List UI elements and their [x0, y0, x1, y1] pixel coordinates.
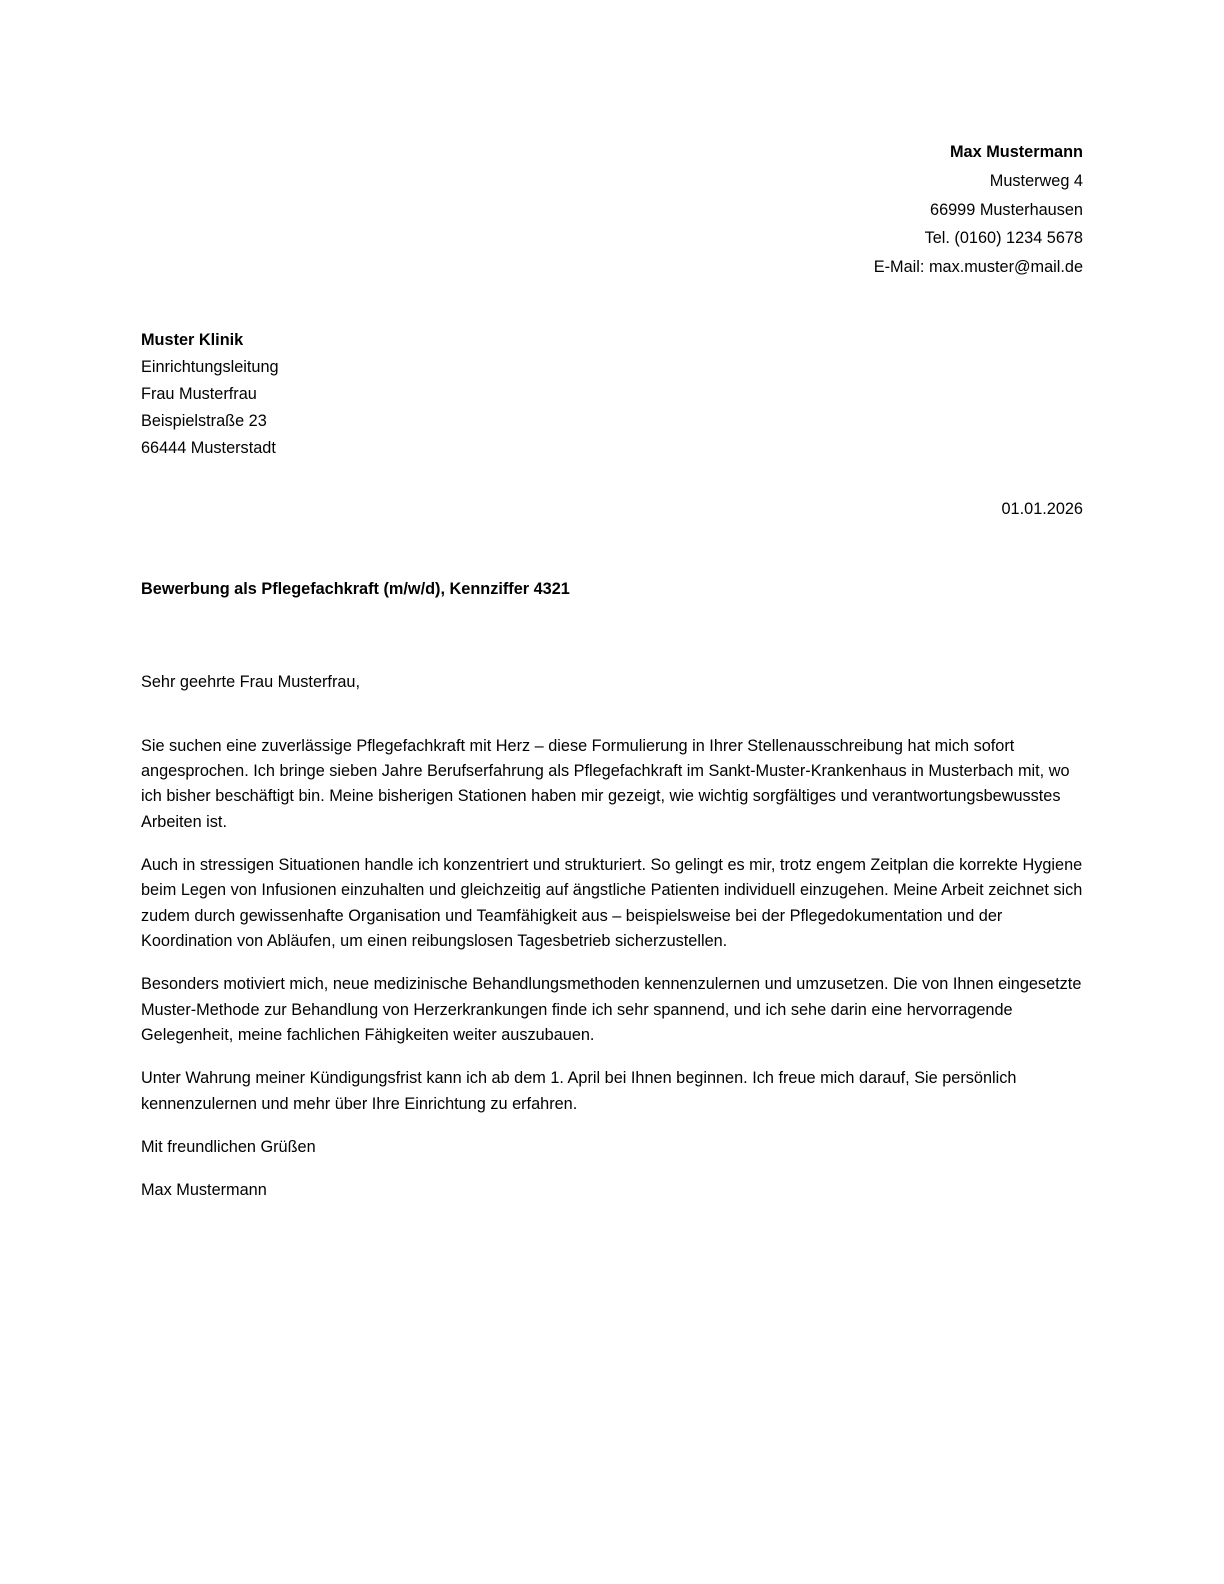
recipient-address-block — [141, 327, 1083, 462]
subject-line: Bewerbung als Pflegefachkraft (m/w/d), Kennziffer 4321 — [141, 580, 570, 599]
sender-email: E-Mail: max.muster@mail.de — [873, 258, 1083, 277]
sender-city: 66999 Musterhausen — [930, 200, 1083, 219]
body-paragraph-1: Sie suchen eine zuverlässige Pflegefachkraft mit Herz – diese Formulierung in Ihrer Stellenausschreibung hat mich sofort angesprochen. Ich bringe sieben Jahre Berufserfahrung als Pflegefachkraft im Sankt-Muster-Krankenhaus in Musterbach mit, wo ich bisher beschäftigt bin. Meine bisherigen Stationen haben mir gezeigt, wie wichtig sorgfältiges und verantwortungsbewusstes Arbeiten ist. — [141, 736, 1070, 831]
sender-address-block — [141, 138, 1083, 282]
body-paragraph-4: Unter Wahrung meiner Kündigungsfrist kann ich ab dem 1. April bei Ihnen beginnen. Ich freue mich darauf, Sie persönlich kennenzulernen und mehr über Ihre Einrichtung zu erfahren. — [141, 1069, 1017, 1113]
recipient-department: Einrichtungsleitung — [141, 357, 279, 376]
sender-street: Musterweg 4 — [989, 171, 1083, 190]
closing-phrase: Mit freundlichen Grüßen — [141, 1137, 316, 1156]
sender-name: Max Mustermann — [950, 143, 1083, 161]
body-paragraph-3: Besonders motiviert mich, neue medizinische Behandlungsmethoden kennenzulernen und umzusetzen. Die von Ihnen eingesetzte Muster-Methode zur Behandlung von Herzerkrankungen finde ich sehr spannend, und ich sehe darin eine hervorragende Gelegenheit, meine fachlichen Fähigkeiten weiter auszubauen. — [141, 975, 1082, 1044]
sender-phone: Tel. (0160) 1234 5678 — [924, 229, 1083, 248]
recipient-city: 66444 Musterstadt — [141, 438, 276, 457]
recipient-contact-person: Frau Musterfrau — [141, 384, 257, 403]
recipient-company: Muster Klinik — [141, 330, 244, 349]
signature-name: Max Mustermann — [141, 1181, 267, 1200]
recipient-street: Beispielstraße 23 — [141, 411, 267, 430]
letter-date: 01.01.2026 — [1001, 499, 1083, 518]
body-paragraph-2: Auch in stressigen Situationen handle ich konzentriert und strukturiert. So gelingt es mir, trotz engem Zeitplan die korrekte Hygiene beim Legen von Infusionen einzuhalten und gleichzeitig auf ängstliche Patienten individuell einzugehen. Meine Arbeit zeichnet sich zudem durch gewissenhafte Organisation und Teamfähigkeit aus – beispielsweise bei der Pflegedokumentation und der Koordination von Abläufen, um einen reibungslosen Tagesbetrieb sicherzustellen. — [141, 855, 1083, 950]
salutation: Sehr geehrte Frau Musterfrau, — [141, 672, 360, 691]
